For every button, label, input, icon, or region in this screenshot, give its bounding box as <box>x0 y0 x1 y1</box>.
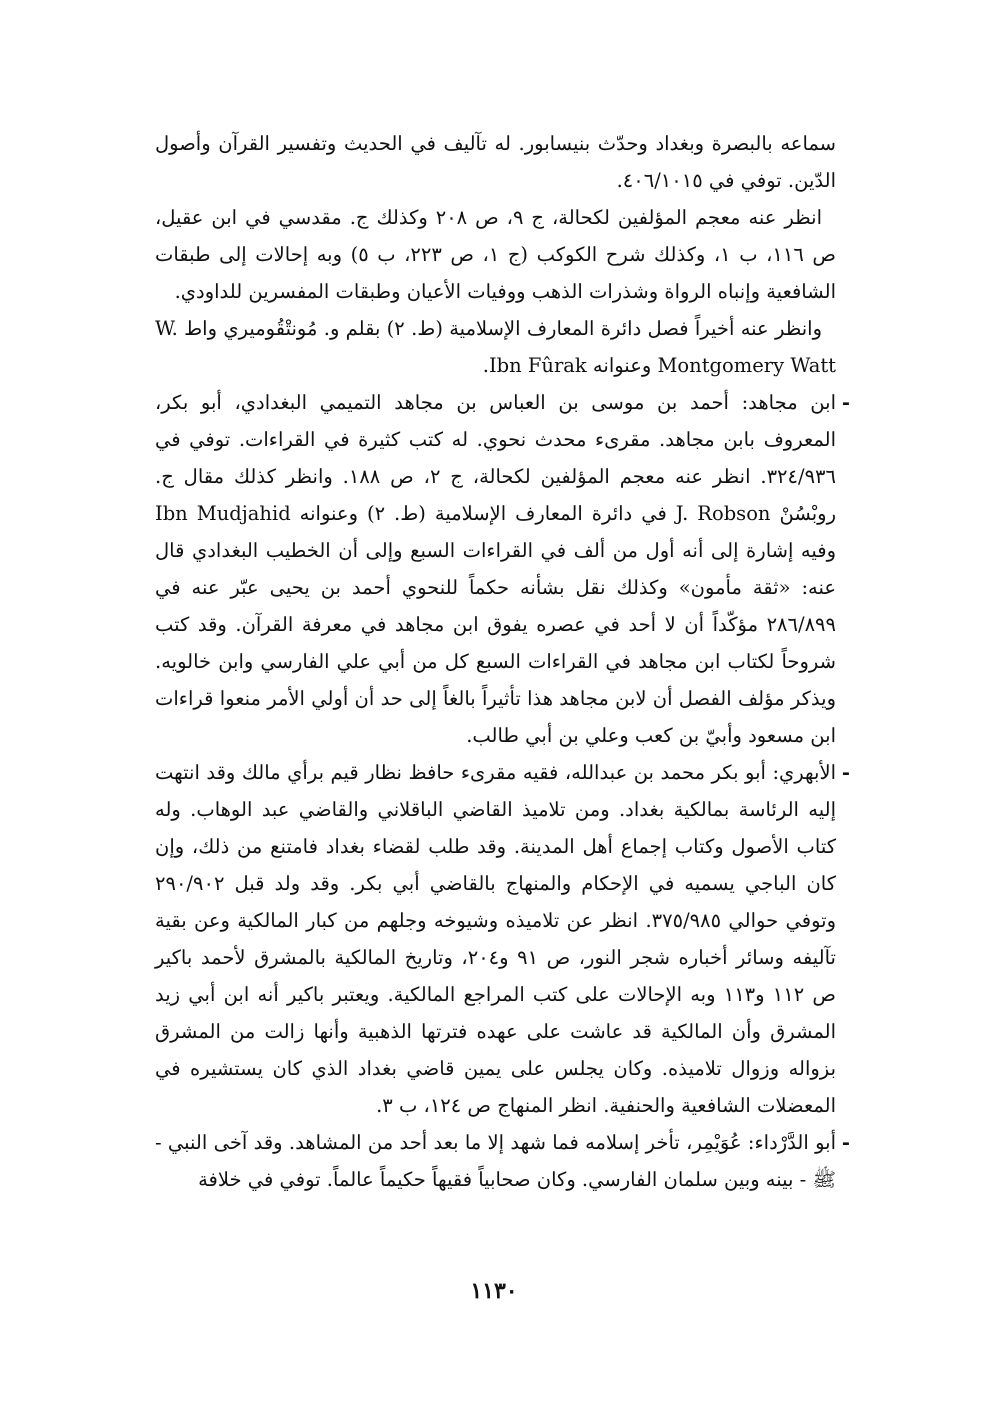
paragraph-encyclopedia-reference: وانظر عنه أخيراً فصل دائرة المعارف الإسلامية (ط. ٢) بقلم و. مُونتْقُوميري واط W. Montgomery Watt وعنوانه Ibn Fûrak. <box>155 317 836 377</box>
entry-al-abhari: - الأبهري: أبو بكر محمد بن عبدالله، فقيه مقرىء حافظ نظار قيم برأي مالك وقد انتهت إليه الرئاسة بمالكية بغداد. ومن تلاميذ القاضي الباقلاني والقاضي عبد الوهاب. وله كتاب الأصول وكتاب إجماع أهل المدينة. وقد طلب لقضاء بغداد فامتنع من ذلك، وإن كان الباجي يسميه في الإحكام والمنهاج بالقاضي أبي بكر. وقد ولد قبل ٢٩٠/٩٠٢ وتوفي حوالي ٣٧٥/٩٨٥. انظر عن تلاميذه وشيوخه وجلهم من كبار المالكية وعن بقية تآليفه وسائر أخباره شجر النور، ص ٩١ و٢٠٤، وتاريخ المالكية بالمشرق لأحمد باكير ص ١١٢ و١١٣ وبه الإحالات على كتب المراجع المالكية. ويعتبر باكير أنه ابن أبي زيد المشرق وأن المالكية قد عاشت على عهده فترتها الذهبية وأنها زالت من المشرق بزواله وزوال تلاميذه. وكان يجلس على يمين قاضي بغداد الذي كان يستشيره في المعضلات الشافعية والحنفية. انظر المنهاج ص ١٢٤، ب ٣. <box>155 754 836 1124</box>
entry-abu-al-darda: - أبو الدَّرْداء: عُوَيْمِر، تأخر إسلامه فما شهد إلا ما بعد أحد من المشاهد. وقد آخى النبي - ﷺ - بينه وبين سلمان الفارسي. وكان صحابياً فقيهاً حكيماً عالماً. توفي في خلافة <box>155 1124 836 1198</box>
entry-ibn-mujahid: - ابن مجاهد: أحمد بن موسى بن العباس بن مجاهد التميمي البغدادي، أبو بكر، المعروف بابن مجاهد. مقرىء محدث نحوي. له كتب كثيرة في القراءات. توفي في ٣٢٤/٩٣٦. انظر عنه معجم المؤلفين لكحالة، ج ٢، ص ١٨٨. وانظر كذلك مقال ج. روبْسُنْ J. Robson في دائرة المعارف الإسلامية (ط. ٢) وعنوانه Ibn Mudjahid وفيه إشارة إلى أنه أول من ألف في القراءات السبع وإلى أن الخطيب البغدادي قال عنه: «ثقة مأمون» وكذلك نقل بشأنه حكماً للنحوي أحمد بن يحيى عبّر عنه في ٢٨٦/٨٩٩ مؤكّداً أن لا أحد في عصره يفوق ابن مجاهد في معرفة القرآن. وقد كتب شروحاً لكتاب ابن مجاهد في القراءات السبع كل من أبي علي الفارسي وابن خالويه. ويذكر مؤلف الفصل أن لابن مجاهد هذا تأثيراً بالغاً إلى حد أن أولي الأمر منعوا قراءات ابن مسعود وأبيّ بن كعب وعلي بن أبي طالب. <box>155 384 836 754</box>
page-number: ١١٣٠ <box>470 1278 518 1304</box>
body-text <box>155 125 836 1198</box>
paragraph-references: انظر عنه معجم المؤلفين لكحالة، ج ٩، ص ٢٠٨ وكذلك ج. مقدسي في ابن عقيل، ص ١١٦، ب ١، وكذلك شرح الكوكب (ج ١، ص ٢٢٣، ب ٥) وبه إحالات إلى طبقات الشافعية وإنباه الرواة وشذرات الذهب ووفيات الأعيان وطبقات المفسرين للداودي. <box>155 206 836 303</box>
paragraph-ibn-furak-continued: سماعه بالبصرة وبغداد وحدّث بنيسابور. له تآليف في الحديث وتفسير القرآن وأصول الدّين. توفي في ٤٠٦/١٠١٥. <box>155 132 836 192</box>
